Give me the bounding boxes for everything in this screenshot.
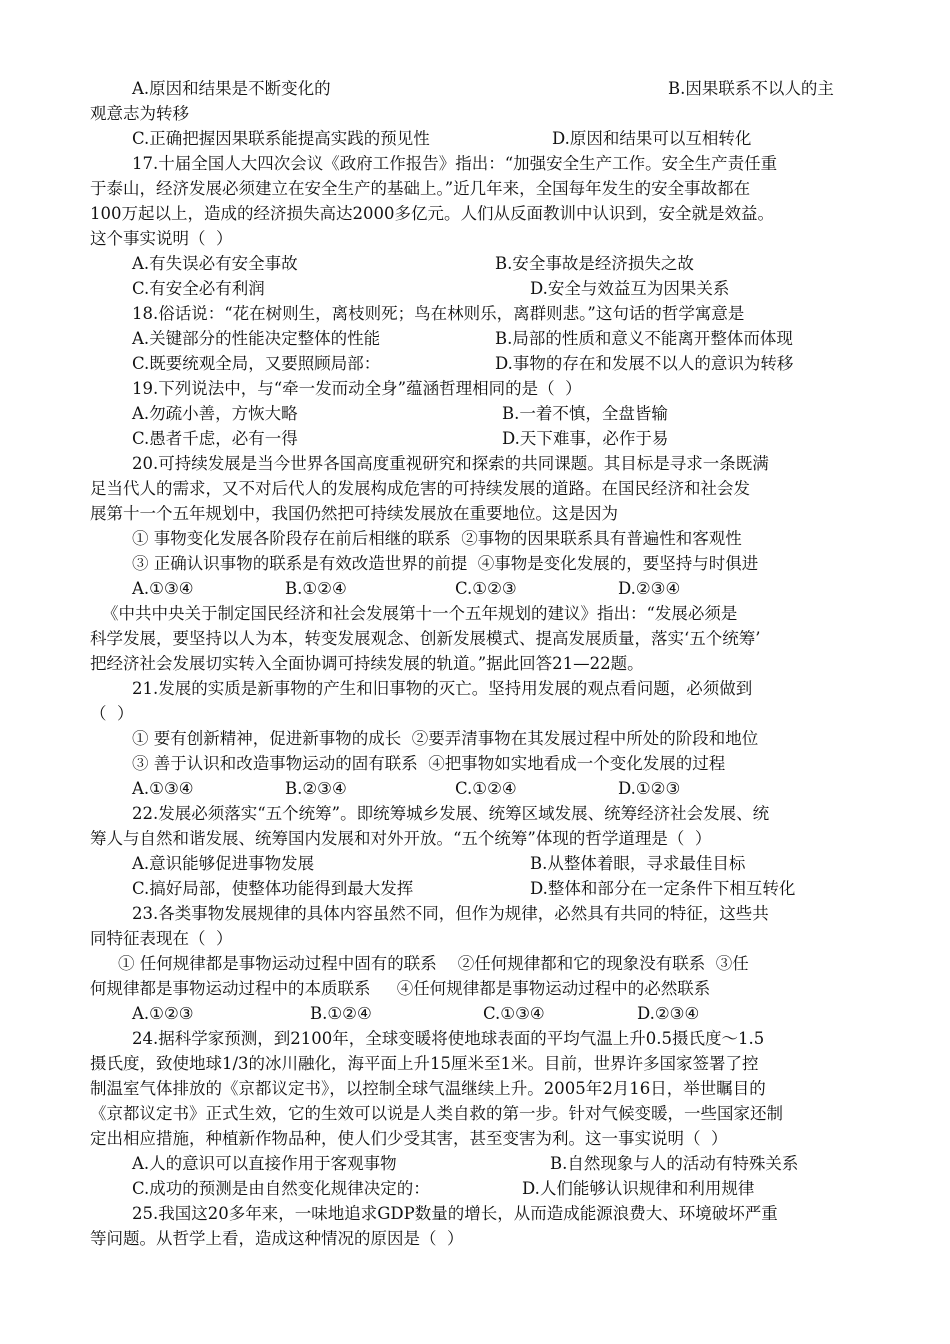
text-line: 制温室气体排放的《京都议定书》，以控制全球气温继续上升。2005年2月16日，举世瞩目的	[90, 1079, 766, 1098]
text-line: 何规律都是事物运动过程中的本质联系 ④任何规律都是事物运动过程中的必然联系	[90, 979, 711, 998]
text-line: C.正确把握因果联系能提高实践的预见性	[132, 129, 430, 148]
text-line: 筹人与自然和谐发展、统筹国内发展和对外开放。“五个统筹”体现的哲学道理是（ ）	[90, 829, 712, 848]
text-line: 足当代人的需求，又不对后代人的发展构成危害的可持续发展的道路。在国民经济和社会发	[90, 479, 750, 498]
text-line: 17.十届全国人大四次会议《政府工作报告》指出：“加强安全生产工作。安全生产责任重	[132, 154, 778, 173]
text-line: 展第十一个五年规划中，我国仍然把可持续发展放在重要地位。这是因为	[90, 504, 618, 523]
text-line: D.安全与效益互为因果关系	[530, 279, 730, 298]
text-line: D.①②③	[618, 779, 681, 798]
text-line: C.成功的预测是由自然变化规律决定的：	[132, 1179, 430, 1198]
text-line: B.局部的性质和意义不能离开整体而体现	[495, 329, 793, 348]
text-line: 《京都议定书》正式生效，它的生效可以说是人类自救的第一步。针对气候变暖，一些国家还制	[90, 1104, 783, 1123]
text-line: B.一着不慎，全盘皆输	[502, 404, 668, 423]
text-line: A.意识能够促进事物发展	[132, 854, 315, 873]
text-line: （ ）	[90, 704, 134, 723]
text-line: B.安全事故是经济损失之故	[495, 254, 694, 273]
text-line: A.关键部分的性能决定整体的性能	[132, 329, 381, 348]
text-line: D.②③④	[637, 1004, 700, 1023]
text-line: C.愚者千虑，必有一得	[132, 429, 298, 448]
text-line: ③ 善于认识和改造事物运动的固有联系 ④把事物如实地看成一个变化发展的过程	[132, 754, 726, 773]
text-line: 科学发展，要坚持以人为本，转变发展观念、创新发展模式、提高发展质量，落实‘五个统筹’	[90, 629, 761, 648]
text-line: ① 任何规律都是事物运动过程中固有的联系 ②任何规律都和它的现象没有联系 ③任	[118, 954, 749, 973]
text-line: 19.下列说法中，与“牵一发而动全身”蕴涵哲理相同的是（ ）	[132, 379, 582, 398]
text-line: B.①②④	[310, 1004, 372, 1023]
text-line: 21.发展的实质是新事物的产生和旧事物的灭亡。坚持用发展的观点看问题，必须做到	[132, 679, 753, 698]
text-line: C.①③④	[483, 1004, 545, 1023]
text-line: A.原因和结果是不断变化的	[132, 79, 331, 98]
text-line: 100万起以上，造成的经济损失高达2000多亿元。人们从反面教训中认识到，安全就是效益。	[90, 204, 774, 223]
text-line: D.②③④	[618, 579, 681, 598]
text-line: D.人们能够认识规律和利用规律	[522, 1179, 755, 1198]
text-line: C.①②③	[455, 579, 517, 598]
text-line: 把经济社会发展切实转入全面协调可持续发展的轨道。”据此回答21—22题。	[90, 654, 644, 673]
text-line: 22.发展必须落实“五个统筹”。即统筹城乡发展、统筹区域发展、统筹经济社会发展、统	[132, 804, 770, 823]
text-line: C.搞好局部，使整体功能得到最大发挥	[132, 879, 414, 898]
text-line: 18.俗话说：“花在树则生，离枝则死；鸟在林则乐，离群则悲。”这句话的哲学寓意是	[132, 304, 745, 323]
text-line: C.有安全必有利润	[132, 279, 265, 298]
text-line: 20.可持续发展是当今世界各国高度重视研究和探索的共同课题。其目标是寻求一条既满	[132, 454, 769, 473]
text-line: C.既要统观全局，又要照顾局部：	[132, 354, 381, 373]
text-line: 定出相应措施，种植新作物品种，使人们少受其害，甚至变害为利。这一事实说明（ ）	[90, 1129, 728, 1148]
text-line: A.有失误必有安全事故	[132, 254, 298, 273]
text-line: B.自然现象与人的活动有特殊关系	[550, 1154, 799, 1173]
text-line: B.②③④	[285, 779, 347, 798]
text-line: D.整体和部分在一定条件下相互转化	[530, 879, 796, 898]
text-line: B.从整体着眼，寻求最佳目标	[530, 854, 746, 873]
text-line: 《中共中央关于制定国民经济和社会发展第十一个五年规划的建议》指出：“发展必须是	[102, 604, 738, 623]
text-line: ① 事物变化发展各阶段存在前后相继的联系 ②事物的因果联系具有普遍性和客观性	[132, 529, 742, 548]
text-line: 24.据科学家预测，到2100年，全球变暖将使地球表面的平均气温上升0.5摄氏度～1.5	[132, 1029, 765, 1048]
text-line: A.勿疏小善，方恢大略	[132, 404, 298, 423]
text-line: 这个事实说明（ ）	[90, 229, 233, 248]
text-line: C.①②④	[455, 779, 517, 798]
text-line: 23.各类事物发展规律的具体内容虽然不同，但作为规律，必然具有共同的特征，这些共	[132, 904, 769, 923]
text-line: 观意志为转移	[90, 104, 189, 123]
text-line: A.①③④	[132, 779, 194, 798]
text-line: A.①③④	[132, 579, 194, 598]
text-line: 同特征表现在（ ）	[90, 929, 233, 948]
text-line: B.因果联系不以人的主	[668, 79, 834, 98]
text-line: 摄氏度，致使地球1/3的冰川融化，海平面上升15厘米至1米。目前，世界许多国家签署了控	[90, 1054, 759, 1073]
text-line: 等问题。从哲学上看，造成这种情况的原因是（ ）	[90, 1229, 464, 1248]
text-line: 于泰山，经济发展必须建立在安全生产的基础上。”近几年来，全国每年发生的安全事故都在	[90, 179, 751, 198]
text-line: ③ 正确认识事物的联系是有效改造世界的前提 ④事物是变化发展的，要坚持与时俱进	[132, 554, 759, 573]
text-line: A.人的意识可以直接作用于客观事物	[132, 1154, 397, 1173]
text-line: 25.我国这20多年来，一味地追求GDP数量的增长，从而造成能源浪费大、环境破坏严重	[132, 1204, 778, 1223]
text-line: B.①②④	[285, 579, 347, 598]
text-line: ① 要有创新精神，促进新事物的成长 ②要弄清事物在其发展过程中所处的阶段和地位	[132, 729, 759, 748]
text-line: D.天下难事，必作于易	[502, 429, 669, 448]
text-line: D.事物的存在和发展不以人的意识为转移	[495, 354, 794, 373]
text-line: D.原因和结果可以互相转化	[552, 129, 752, 148]
text-line: A.①②③	[132, 1004, 194, 1023]
